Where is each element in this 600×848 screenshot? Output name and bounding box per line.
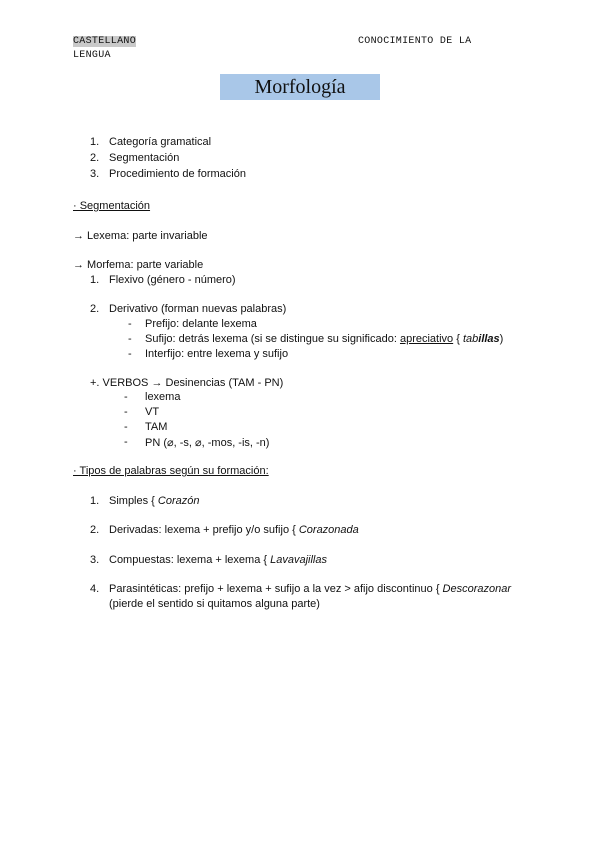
- page-title: Morfología: [220, 74, 380, 100]
- index-item-1-num: 1.: [90, 136, 100, 148]
- header-subject-line1: CASTELLANO: [73, 36, 137, 47]
- interfijo-item: Interfijo: entre lexema y sufijo: [145, 348, 289, 360]
- header-subject: [73, 36, 136, 47]
- tipo-4-example: Descorazonar: [442, 583, 512, 595]
- index-item-3-num: 3.: [90, 168, 100, 180]
- index-item-2: Segmentación: [109, 152, 180, 164]
- verb-item-tam: TAM: [145, 421, 168, 433]
- sufijo-dash: -: [128, 333, 132, 345]
- header-topic: CONOCIMIENTO DE LA: [358, 36, 472, 47]
- index-item-1: Categoría gramatical: [109, 136, 212, 148]
- tab-text: tab: [462, 333, 479, 345]
- tipo-1-example: Corazón: [157, 495, 200, 507]
- verb-dash-2: -: [124, 406, 128, 418]
- lexema-line: → Lexema: parte invariable: [73, 230, 208, 242]
- derivativo-item: Derivativo (forman nuevas palabras): [109, 303, 287, 315]
- sufijo-item: [145, 333, 503, 345]
- tipo-3-item: [109, 554, 327, 566]
- sufijo-text: Sufijo: detrás lexema (si se distingue su significado:: [145, 333, 400, 345]
- apreciativo-text: apreciativo: [399, 333, 454, 345]
- tipo-1-text: Simples {: [109, 495, 158, 507]
- section-heading-tipos: · Tipos de palabras según su formación:: [73, 465, 269, 477]
- tipo-4-text: Parasintéticas: prefijo + lexema + sufijo a la vez > afijo discontinuo {: [109, 583, 443, 595]
- flexivo-num: 1.: [90, 274, 100, 286]
- derivativo-num: 2.: [90, 303, 100, 315]
- flexivo-item: Flexivo (género - número): [109, 274, 236, 286]
- tipo-2-text: Derivadas: lexema + prefijo y/o sufijo {: [109, 524, 299, 536]
- prefijo-item: Prefijo: delante lexema: [145, 318, 257, 330]
- verb-dash-3: -: [124, 421, 128, 433]
- tipo-4-item: [109, 583, 511, 595]
- tipo-4-line2: (pierde el sentido si quitamos alguna parte): [109, 598, 320, 610]
- verb-item-lexema: lexema: [145, 391, 181, 403]
- interfijo-dash: -: [128, 348, 132, 360]
- tipo-3-text: Compuestas: lexema + lexema {: [109, 554, 271, 566]
- tipo-2-example: Corazonada: [298, 524, 359, 536]
- close-paren-text: ): [499, 333, 504, 345]
- tipo-3-num: 3.: [90, 554, 100, 566]
- tipo-2-num: 2.: [90, 524, 100, 536]
- prefijo-dash: -: [128, 318, 132, 330]
- verb-item-vt: VT: [145, 406, 160, 418]
- verb-item-pn: PN (⌀, -s, ⌀, -mos, -is, -n): [145, 437, 270, 449]
- tipo-3-example: Lavavajillas: [270, 554, 327, 566]
- tipo-4-num: 4.: [90, 583, 100, 595]
- tipo-1-item: [109, 495, 200, 507]
- brace-text: {: [453, 333, 463, 345]
- verb-dash-1: -: [124, 391, 128, 403]
- section-heading-segmentacion: · Segmentación: [73, 200, 151, 212]
- tipo-1-num: 1.: [90, 495, 100, 507]
- index-item-3: Procedimiento de formación: [109, 168, 246, 180]
- index-item-2-num: 2.: [90, 152, 100, 164]
- morfema-line: → Morfema: parte variable: [73, 259, 204, 271]
- illas-text: illas: [478, 333, 500, 345]
- header-subject-line2: LENGUA: [73, 50, 111, 61]
- verbos-line: +. VERBOS → Desinencias (TAM - PN): [90, 377, 284, 389]
- verb-dash-4: -: [124, 436, 128, 448]
- tipo-2-item: [109, 524, 359, 536]
